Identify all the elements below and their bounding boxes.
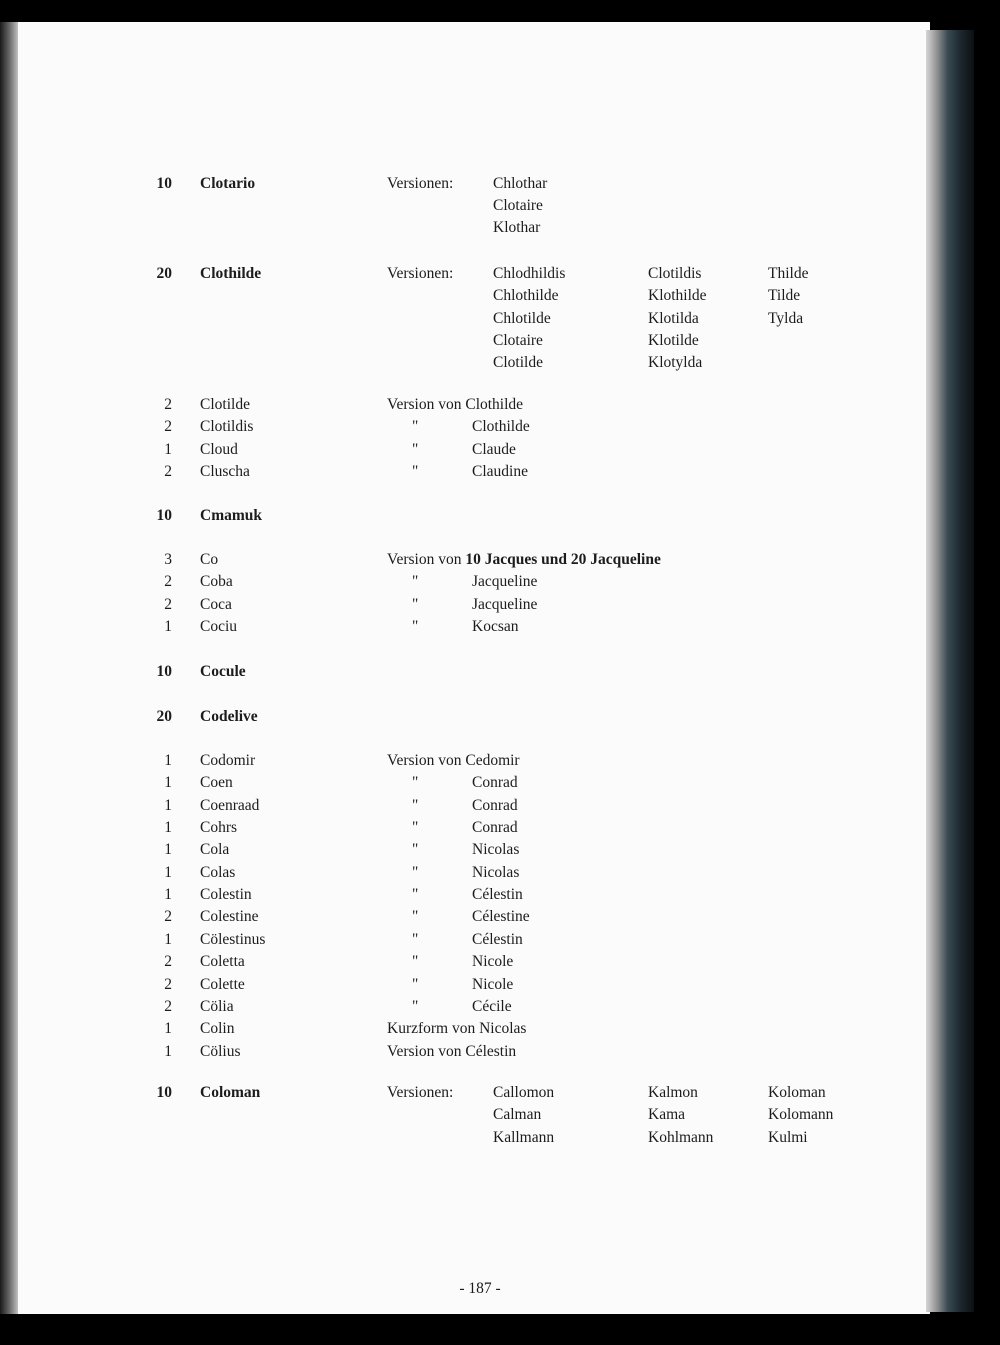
- entry-name: Codelive: [200, 708, 258, 725]
- version-name: Clotaire: [493, 331, 543, 349]
- version-name: Tilde: [768, 287, 801, 305]
- entry-reference: Version von Célestin: [387, 1042, 517, 1060]
- entry-number: 1: [164, 440, 172, 458]
- entry-name: Colestine: [200, 908, 259, 926]
- entry-name: Clotario: [200, 175, 256, 192]
- ditto-mark: ": [412, 595, 419, 613]
- entry-target: Jacqueline: [472, 595, 538, 613]
- entry-name: Coba: [200, 573, 233, 591]
- entry-number: 1: [164, 930, 172, 948]
- entry-name: Coca: [200, 595, 232, 613]
- entry-row: [0, 817, 1000, 839]
- entry-row: [0, 750, 1000, 772]
- entry-number: 2: [164, 573, 172, 591]
- entry-number: 1: [164, 617, 172, 635]
- versions-label: Versionen:: [387, 1084, 454, 1101]
- entry-number: 1: [164, 774, 172, 792]
- entry-number: 1: [164, 841, 172, 859]
- entry-target: Claudine: [472, 462, 528, 480]
- entry-name: Cloud: [200, 440, 238, 458]
- version-name: Koloman: [768, 1084, 826, 1101]
- entry-name: Cölia: [200, 997, 234, 1015]
- version-row: [0, 1104, 1000, 1126]
- version-name: Calman: [493, 1106, 542, 1124]
- entry-target: Célestine: [472, 908, 530, 926]
- entry-target: Nicolas: [472, 863, 520, 881]
- reference-target: 10 Jacques und 20 Jacqueline: [465, 551, 661, 568]
- entry-target: Clothilde: [472, 418, 530, 436]
- entry-row: [0, 173, 1000, 195]
- version-name: Klotylda: [648, 354, 703, 372]
- version-name: Klothilde: [648, 287, 707, 305]
- version-name: Thilde: [768, 265, 809, 282]
- entry-row: [0, 416, 1000, 438]
- entry-row: [0, 996, 1000, 1018]
- entry-row: [0, 571, 1000, 593]
- ditto-mark: ": [412, 440, 419, 458]
- version-name: Chlotilde: [493, 309, 551, 327]
- entry-row: [0, 862, 1000, 884]
- version-name: Chlodhildis: [493, 265, 566, 282]
- ditto-mark: ": [412, 462, 419, 480]
- entry-reference: Kurzform von Nicolas: [387, 1020, 527, 1038]
- entry-name: Cocule: [200, 663, 246, 680]
- entry-name: Coen: [200, 774, 233, 792]
- entry-row: [0, 951, 1000, 973]
- entry-number: 1: [164, 863, 172, 881]
- entry-row: [0, 661, 1000, 683]
- entry-number: 2: [164, 997, 172, 1015]
- entry-name: Co: [200, 551, 219, 568]
- entry-number: 3: [164, 551, 172, 568]
- entry-target: Kocsan: [472, 617, 519, 635]
- version-name: Clotaire: [493, 197, 543, 214]
- entry-name: Codomir: [200, 752, 256, 769]
- entry-row: [0, 839, 1000, 861]
- entry-name: Cmamuk: [200, 507, 263, 524]
- entry-number: 20: [156, 265, 172, 282]
- reference-prefix: Version von: [387, 551, 466, 568]
- entry-row: [0, 1082, 1000, 1104]
- entry-name: Cociu: [200, 617, 238, 635]
- versions-label: Versionen:: [387, 175, 454, 192]
- entry-target: Jacqueline: [472, 573, 538, 591]
- ditto-mark: ": [412, 819, 419, 837]
- entry-number: 2: [164, 953, 172, 971]
- entry-target: Célestin: [472, 886, 523, 904]
- entry-target: Célestin: [472, 930, 523, 948]
- version-name: Klotilde: [648, 331, 699, 349]
- ditto-mark: ": [412, 796, 419, 814]
- ditto-mark: ": [412, 617, 419, 635]
- entry-row: [0, 795, 1000, 817]
- ditto-mark: ": [412, 930, 419, 948]
- ditto-mark: ": [412, 863, 419, 881]
- version-name: Clotildis: [648, 265, 702, 282]
- entry-row: [0, 549, 1000, 571]
- entry-name: Cluscha: [200, 462, 250, 480]
- entry-row: [0, 616, 1000, 638]
- entry-row: [0, 505, 1000, 527]
- version-name: Kohlmann: [648, 1128, 714, 1146]
- version-name: Klotilda: [648, 309, 699, 327]
- entry-row: [0, 906, 1000, 928]
- ditto-mark: ": [412, 908, 419, 926]
- entry-target: Nicole: [472, 975, 514, 993]
- entry-name: Cölestinus: [200, 930, 266, 948]
- ditto-mark: ": [412, 841, 419, 859]
- entry-name: Coloman: [200, 1084, 261, 1101]
- entry-name: Colas: [200, 863, 236, 881]
- version-name: Tylda: [768, 309, 804, 327]
- ditto-mark: ": [412, 774, 419, 792]
- entry-number: 10: [156, 175, 172, 192]
- entry-target: Claude: [472, 440, 516, 458]
- entry-row: [0, 439, 1000, 461]
- entry-name: Colette: [200, 975, 245, 993]
- entry-number: 2: [164, 462, 172, 480]
- entry-target: Conrad: [472, 819, 518, 837]
- entry-row: [0, 1018, 1000, 1040]
- ditto-mark: ": [412, 418, 419, 436]
- entry-name: Cohrs: [200, 819, 238, 837]
- ditto-mark: ": [412, 573, 419, 591]
- entry-name: Colestin: [200, 886, 252, 904]
- entry-reference: [387, 549, 661, 571]
- version-name: Kulmi: [768, 1128, 808, 1146]
- ditto-mark: ": [412, 997, 419, 1015]
- version-name: Kalmon: [648, 1084, 698, 1101]
- version-name: Chlothar: [493, 175, 548, 192]
- version-row: [0, 217, 1000, 239]
- ditto-mark: ": [412, 886, 419, 904]
- entry-name: Clotilde: [200, 396, 250, 413]
- entry-number: 2: [164, 908, 172, 926]
- entry-target: Nicolas: [472, 841, 520, 859]
- entry-number: 10: [156, 1084, 172, 1101]
- version-row: [0, 285, 1000, 307]
- entry-number: 1: [164, 886, 172, 904]
- entry-reference: Version von Clothilde: [387, 396, 524, 413]
- entry-number: 2: [164, 418, 172, 436]
- version-name: Klothar: [493, 219, 541, 236]
- ditto-mark: ": [412, 975, 419, 993]
- version-name: Callomon: [493, 1084, 555, 1101]
- entry-number: 2: [164, 975, 172, 993]
- entry-row: [0, 974, 1000, 996]
- entry-number: 10: [156, 663, 172, 680]
- version-name: Kolomann: [768, 1106, 834, 1124]
- entry-target: Nicole: [472, 953, 514, 971]
- version-name: Kama: [648, 1106, 686, 1124]
- version-row: [0, 195, 1000, 217]
- page-number: - 187 -: [459, 1280, 501, 1297]
- entry-name: Colin: [200, 1020, 235, 1038]
- entry-name: Coenraad: [200, 796, 260, 814]
- entry-target: Conrad: [472, 796, 518, 814]
- entry-number: 1: [164, 796, 172, 814]
- entry-row: [0, 594, 1000, 616]
- entry-row: [0, 772, 1000, 794]
- entry-number: 1: [164, 752, 172, 769]
- entry-reference: Version von Cedomir: [387, 752, 520, 769]
- entry-target: Cécile: [472, 997, 512, 1015]
- version-row: [0, 1127, 1000, 1149]
- ditto-mark: ": [412, 953, 419, 971]
- entry-number: 1: [164, 819, 172, 837]
- entry-name: Coletta: [200, 953, 245, 971]
- version-row: [0, 352, 1000, 374]
- entry-number: 20: [156, 708, 172, 725]
- entry-row: [0, 461, 1000, 483]
- entry-target: Conrad: [472, 774, 518, 792]
- entry-row: [0, 1041, 1000, 1063]
- version-row: [0, 330, 1000, 352]
- entry-row: [0, 394, 1000, 416]
- entry-number: 1: [164, 1020, 172, 1038]
- versions-label: Versionen:: [387, 265, 454, 282]
- version-name: Kallmann: [493, 1128, 555, 1146]
- entry-name: Clothilde: [200, 265, 262, 282]
- entry-name: Cola: [200, 841, 230, 859]
- entry-number: 2: [164, 595, 172, 613]
- entry-row: [0, 884, 1000, 906]
- entry-number: 10: [156, 507, 172, 524]
- entry-number: 2: [164, 396, 172, 413]
- entry-row: [0, 263, 1000, 285]
- entry-name: Clotildis: [200, 418, 254, 436]
- entry-row: [0, 929, 1000, 951]
- entry-name: Cölius: [200, 1042, 241, 1060]
- entry-number: 1: [164, 1042, 172, 1060]
- version-name: Chlothilde: [493, 287, 559, 305]
- version-name: Clotilde: [493, 354, 543, 372]
- version-row: [0, 308, 1000, 330]
- entry-row: [0, 706, 1000, 728]
